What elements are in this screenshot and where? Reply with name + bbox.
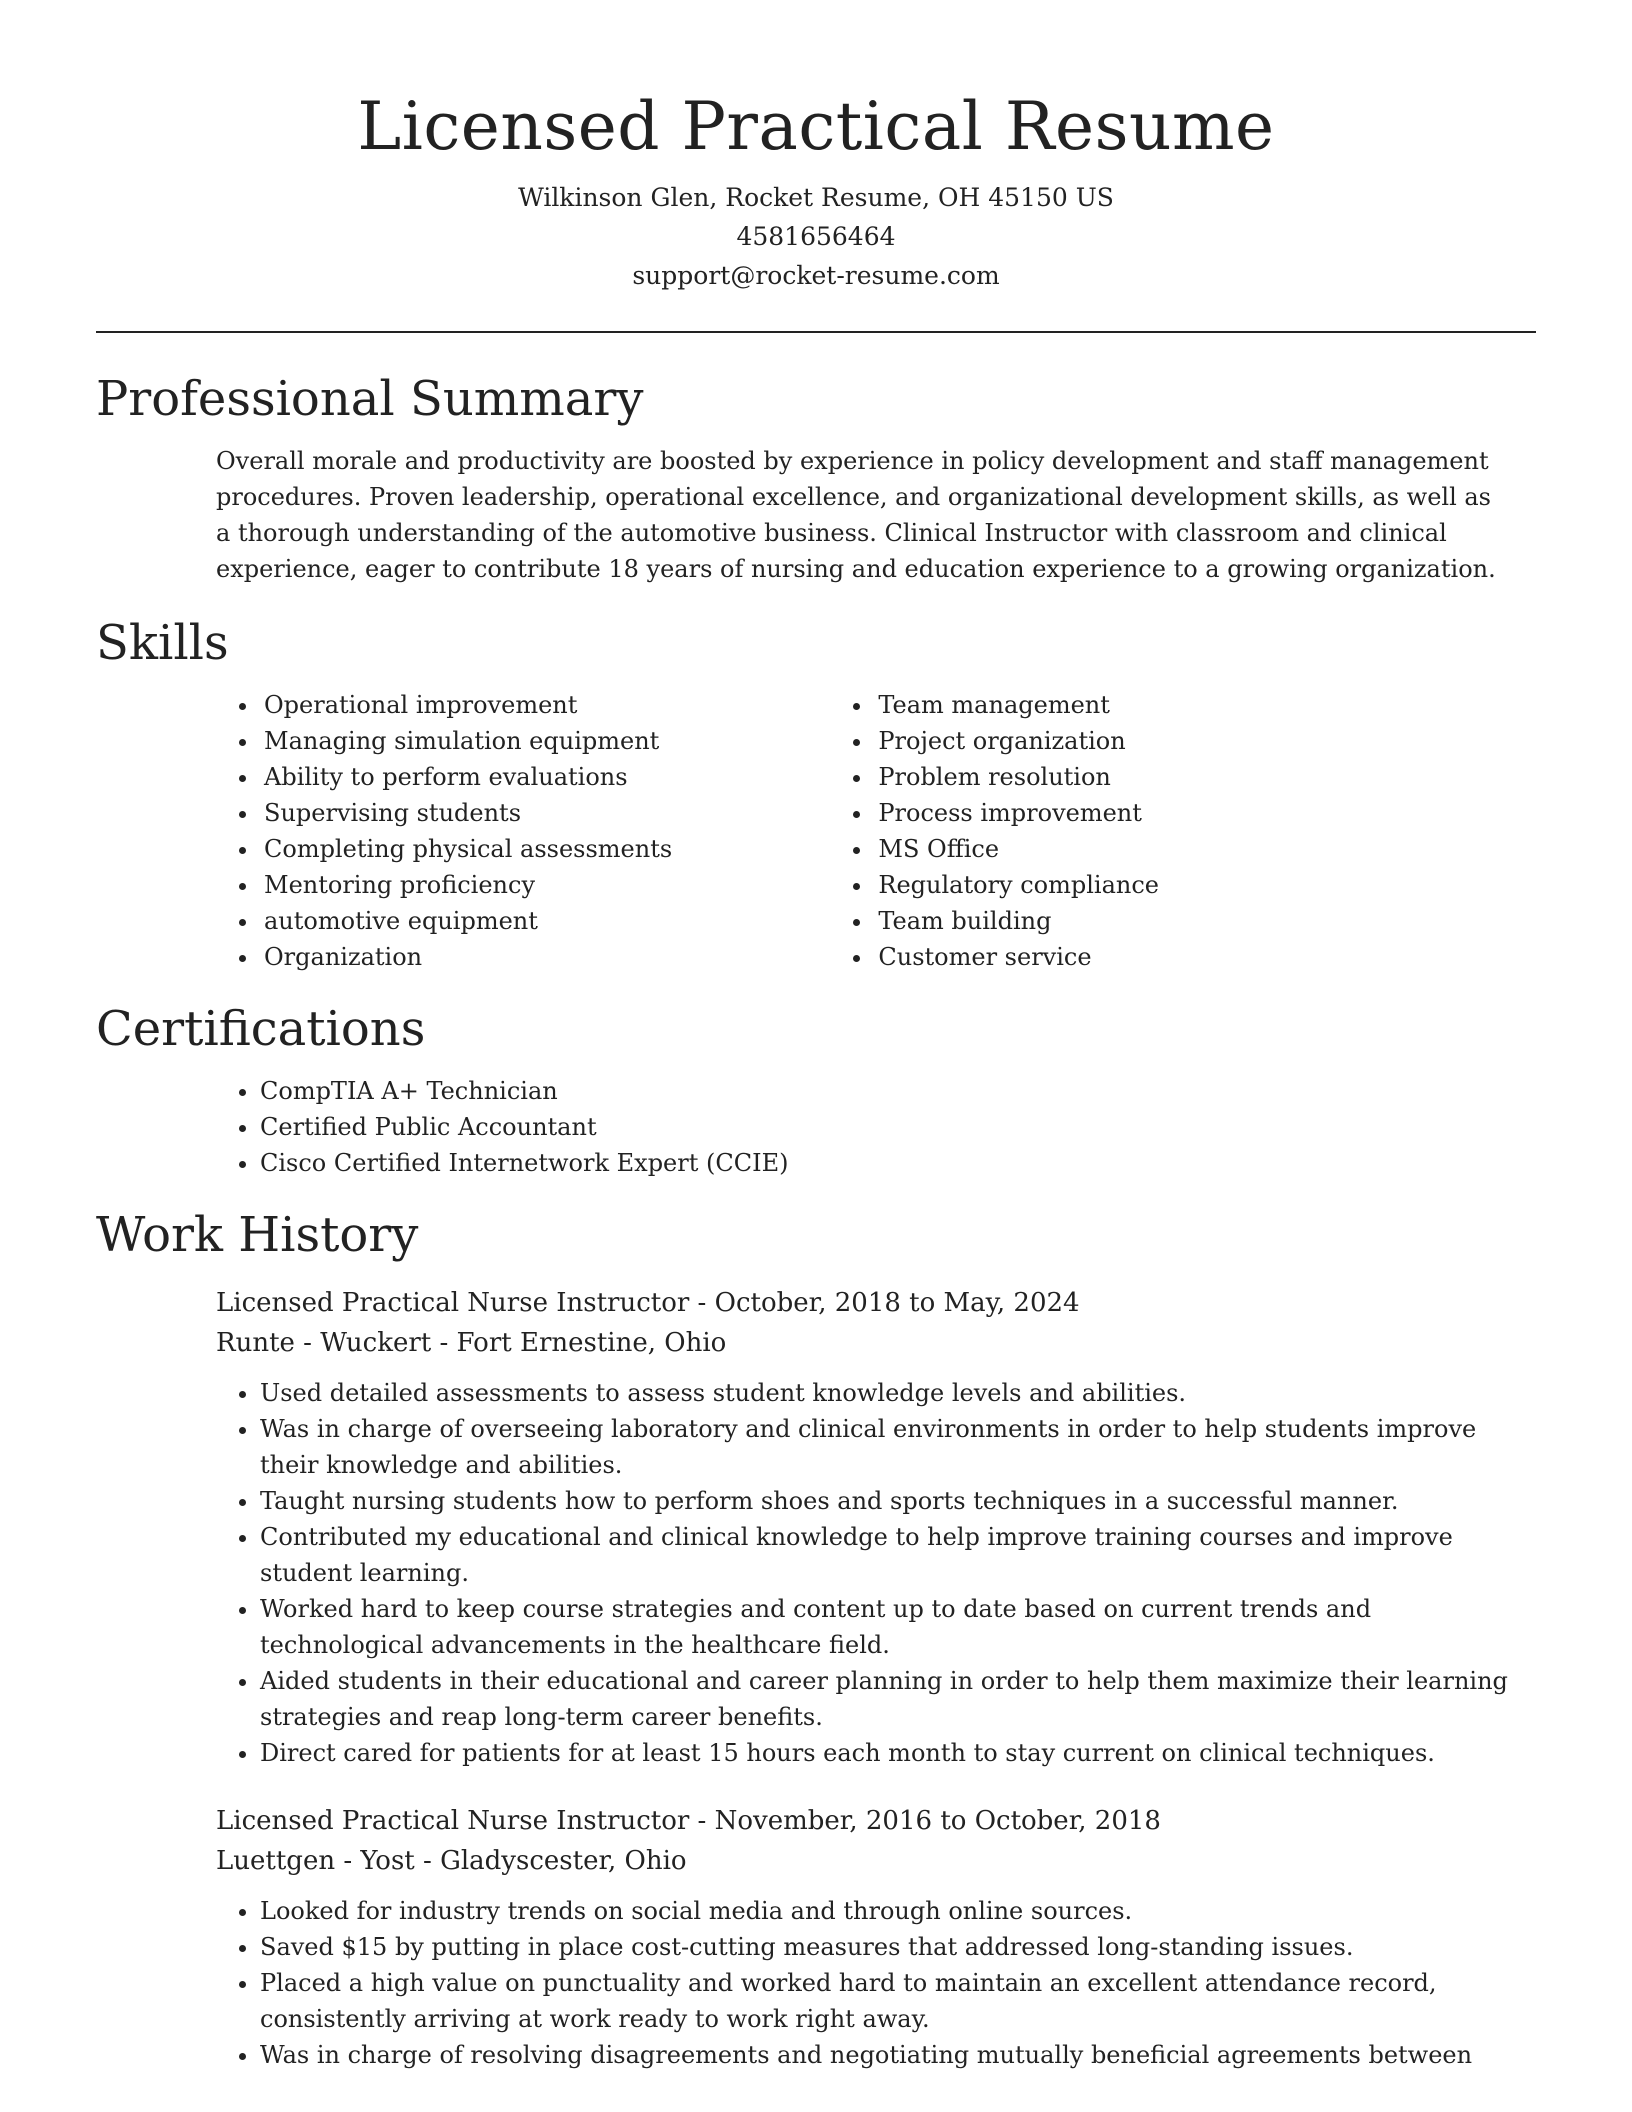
skill-item: • Regulatory compliance xyxy=(874,867,1536,903)
skill-item: • Problem resolution xyxy=(874,759,1536,795)
certification-item: • Certified Public Accountant xyxy=(260,1109,1536,1145)
job-bullet: • Taught nursing students how to perform shoes and sports techniques in a successful manner. xyxy=(260,1483,1526,1519)
job-location: Gladyscester, Ohio xyxy=(440,1846,687,1876)
resume-page xyxy=(96,0,1536,2073)
job-title: Licensed Practical Nurse Instructor xyxy=(216,1806,690,1836)
skill-item: • Customer service xyxy=(874,939,1536,975)
skill-item: • Operational improvement xyxy=(260,687,874,723)
certifications-heading: Certifications xyxy=(96,1001,426,1057)
job-bullet: • Was in charge of resolving disagreements and negotiating mutually beneficial agreements between xyxy=(260,2037,1526,2073)
job-dates: November, 2016 to October, 2018 xyxy=(714,1806,1161,1836)
contact-phone: 4581656464 xyxy=(736,222,896,251)
job-employer: Runte - Wuckert xyxy=(216,1328,432,1358)
skill-item: • Process improvement xyxy=(874,795,1536,831)
skill-item: • Ability to perform evaluations xyxy=(260,759,874,795)
job-entry xyxy=(216,1283,1536,1771)
skills-heading: Skills xyxy=(96,615,229,671)
contact-block xyxy=(96,178,1536,295)
skill-item: • Project organization xyxy=(874,723,1536,759)
certification-item: • Cisco Certified Internetwork Expert (CCIE) xyxy=(260,1145,1536,1181)
resume-header xyxy=(96,0,1536,295)
job-bullet: • Placed a high value on punctuality and worked hard to maintain an excellent attendance record, consistently arriving at work ready to work right away. xyxy=(260,1965,1526,2037)
skill-item: • Organization xyxy=(260,939,874,975)
job-title: Licensed Practical Nurse Instructor xyxy=(216,1288,690,1318)
job-employer-line xyxy=(216,1841,1536,1881)
skill-item: • Mentoring proficiency xyxy=(260,867,874,903)
skill-item: • automotive equipment xyxy=(260,903,874,939)
skill-item: • Completing physical assessments xyxy=(260,831,874,867)
job-title-line xyxy=(216,1283,1536,1323)
job-separator: - xyxy=(431,1328,457,1358)
job-separator: - xyxy=(414,1846,441,1876)
skill-item: • Supervising students xyxy=(260,795,874,831)
contact-address: Wilkinson Glen, Rocket Resume, OH 45150 US xyxy=(518,183,1114,212)
job-bullet: • Was in charge of overseeing laboratory and clinical environments in order to help students improve their knowledge and abilities. xyxy=(260,1411,1526,1483)
job-bullets xyxy=(216,1893,1536,2073)
job-bullet: • Aided students in their educational and career planning in order to help them maximize their learning strategies and reap long-term career benefits. xyxy=(260,1663,1526,1735)
job-bullet: • Direct cared for patients for at least 15 hours each month to stay current on clinical techniques. xyxy=(260,1735,1526,1771)
job-separator: - xyxy=(689,1288,715,1318)
job-dates: October, 2018 to May, 2024 xyxy=(714,1288,1080,1318)
work-history-heading: Work History xyxy=(96,1207,419,1263)
contact-email: support@rocket-resume.com xyxy=(632,261,1000,290)
job-bullet: • Worked hard to keep course strategies and content up to date based on current trends and technological advancements in the healthcare field. xyxy=(260,1591,1526,1663)
job-entry xyxy=(216,1801,1536,2073)
certifications-list xyxy=(96,1073,1536,1181)
job-bullet: • Saved $15 by putting in place cost-cutting measures that addressed long-standing issues. xyxy=(260,1929,1526,1965)
skill-item: • Team building xyxy=(874,903,1536,939)
skills-columns xyxy=(96,687,1536,975)
certification-item: • CompTIA A+ Technician xyxy=(260,1073,1536,1109)
job-bullet: • Contributed my educational and clinical knowledge to help improve training courses and improve student learning. xyxy=(260,1519,1526,1591)
job-location: Fort Ernestine, Ohio xyxy=(456,1328,727,1358)
skills-list-left xyxy=(96,687,874,975)
job-bullet: • Used detailed assessments to assess student knowledge levels and abilities. xyxy=(260,1375,1526,1411)
skill-item: • Managing simulation equipment xyxy=(260,723,874,759)
summary-heading: Professional Summary xyxy=(96,371,644,427)
job-bullets xyxy=(216,1375,1536,1771)
job-separator: - xyxy=(689,1806,715,1836)
skill-item: • Team management xyxy=(874,687,1536,723)
job-employer: Luettgen - Yost xyxy=(216,1846,415,1876)
skill-item: • MS Office xyxy=(874,831,1536,867)
job-bullet: • Looked for industry trends on social media and through online sources. xyxy=(260,1893,1526,1929)
job-title-line xyxy=(216,1801,1536,1841)
resume-title: Licensed Practical Resume xyxy=(357,88,1275,165)
job-employer-line xyxy=(216,1323,1536,1363)
skills-list-right xyxy=(874,687,1536,975)
header-divider xyxy=(96,331,1536,333)
summary-text: Overall morale and productivity are boosted by experience in policy development and staff management procedures. Proven leadership, operational excellence, and organizational development skills, as well as a thorough understanding of the automotive business. Clinical Instructor with classroom and clinical experience, eager to contribute 18 years of nursing and education experience to a growing organization. xyxy=(216,447,1496,583)
